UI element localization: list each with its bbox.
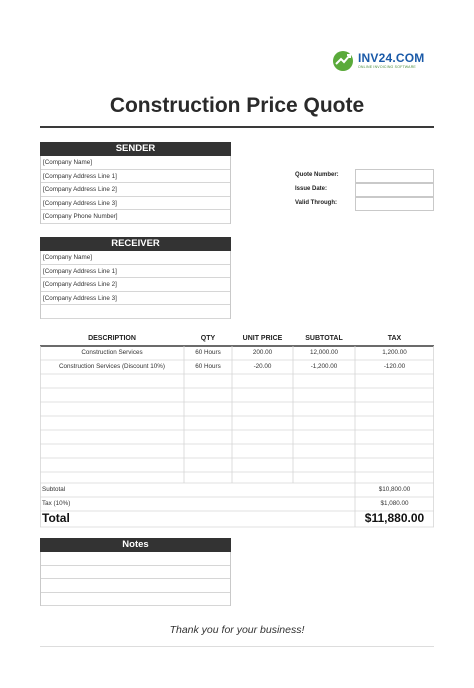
sender-phone-number[interactable]: [Company Phone Number]	[41, 210, 230, 224]
valid-through-field[interactable]	[355, 197, 434, 211]
tax-value: $1,080.00	[380, 500, 409, 507]
notes-block	[40, 538, 231, 606]
row-1-unit-price[interactable]: 200.00	[252, 349, 273, 356]
total-value: $11,880.00	[364, 511, 425, 525]
row-1-subtotal[interactable]: 12,000.00	[309, 349, 338, 356]
sender-address-line-2[interactable]: [Company Address Line 2]	[41, 183, 230, 197]
receiver-block	[40, 237, 231, 319]
row-1-tax[interactable]: 1,200.00	[382, 349, 407, 356]
row-1-description[interactable]: Construction Services	[81, 349, 143, 356]
sender-company-name[interactable]: [Company Name]	[41, 156, 230, 170]
sender-block	[40, 142, 231, 224]
row-2-description[interactable]: Construction Services (Discount 10%)	[58, 363, 166, 370]
issue-date-label: Issue Date:	[295, 186, 328, 192]
receiver-header: RECEIVER	[40, 237, 231, 251]
col-header-unit-price: UNIT PRICE	[242, 335, 283, 342]
row-2-tax[interactable]: -120.00	[383, 363, 406, 370]
title-divider	[40, 126, 434, 128]
notes-line[interactable]	[41, 552, 230, 566]
notes-line[interactable]	[41, 579, 230, 593]
col-header-tax: TAX	[387, 335, 402, 342]
notes-line[interactable]	[41, 566, 230, 580]
sender-address-line-1[interactable]: [Company Address Line 1]	[41, 170, 230, 184]
quote-number-field[interactable]	[355, 169, 434, 183]
receiver-blank-line[interactable]	[41, 305, 230, 319]
row-2-subtotal[interactable]: -1,200.00	[310, 363, 338, 370]
logo-tagline: ONLINE INVOICING SOFTWARE	[358, 65, 416, 69]
row-2-unit-price[interactable]: -20.00	[253, 363, 272, 370]
sender-header: SENDER	[40, 142, 231, 156]
issue-date-field[interactable]	[355, 183, 434, 197]
col-header-qty: QTY	[200, 335, 216, 342]
notes-header: Notes	[40, 538, 231, 552]
page-title: Construction Price Quote	[109, 94, 365, 117]
logo-globe-icon	[332, 50, 354, 72]
receiver-address-line-2[interactable]: [Company Address Line 2]	[41, 278, 230, 292]
row-2-qty[interactable]: 60 Hours	[195, 363, 221, 370]
inv24-logo	[332, 50, 442, 76]
sender-lines	[40, 156, 231, 224]
col-header-description: DESCRIPTION	[88, 335, 136, 342]
total-label: Total	[42, 511, 70, 525]
notes-lines[interactable]	[40, 552, 231, 606]
tax-label: Tax (10%)	[42, 500, 71, 507]
thank-you-message: Thank you for your business!	[169, 624, 305, 636]
col-header-subtotal: SUBTOTAL	[305, 335, 343, 342]
footer-divider	[40, 646, 434, 647]
logo-text: INV24.COM	[358, 51, 425, 65]
sender-address-line-3[interactable]: [Company Address Line 3]	[41, 197, 230, 211]
subtotal-label: Subtotal	[42, 486, 66, 493]
receiver-address-line-3[interactable]: [Company Address Line 3]	[41, 292, 230, 306]
row-1-qty[interactable]: 60 Hours	[195, 349, 221, 356]
notes-line[interactable]	[41, 593, 230, 607]
subtotal-value: $10,800.00	[378, 486, 411, 493]
receiver-address-line-1[interactable]: [Company Address Line 1]	[41, 265, 230, 279]
valid-through-label: Valid Through:	[295, 200, 337, 206]
quote-number-label: Quote Number:	[295, 172, 339, 178]
receiver-lines	[40, 251, 231, 319]
receiver-company-name[interactable]: [Company Name]	[41, 251, 230, 265]
